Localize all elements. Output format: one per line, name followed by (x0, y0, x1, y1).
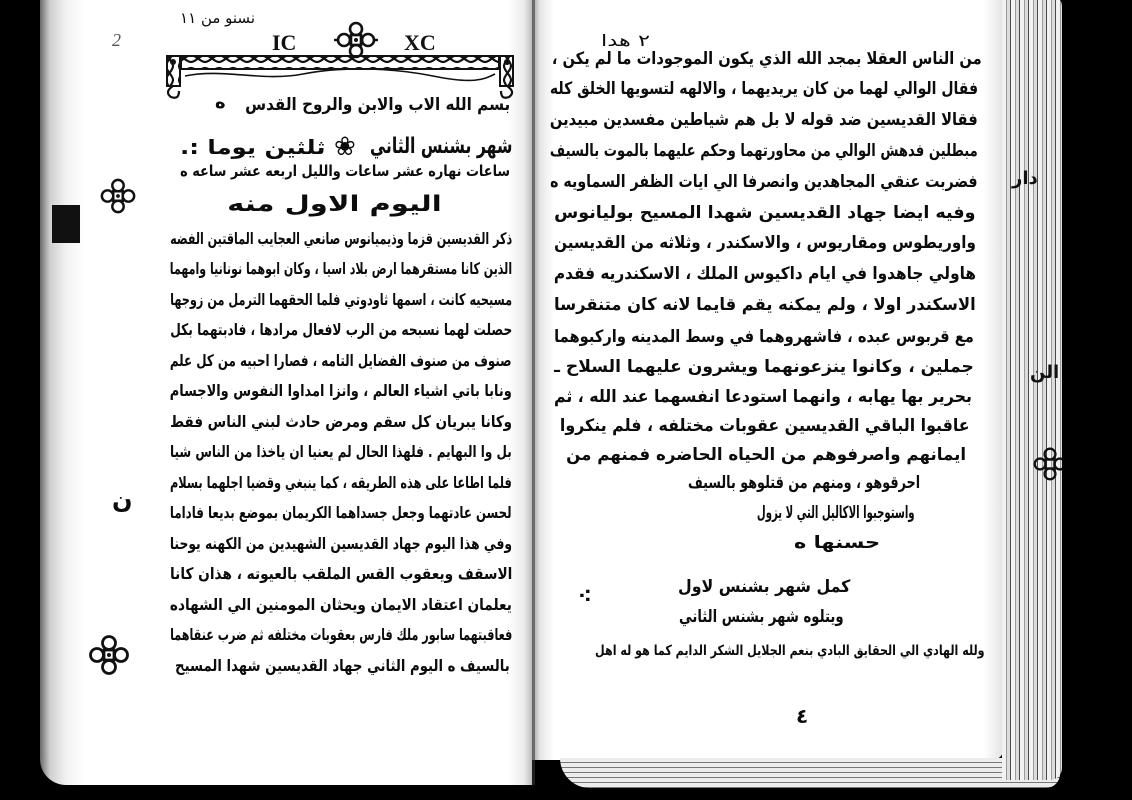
right-body-line: فضربت عنقي المجاهدين وانصرفا الي ايات الظفر السماويه ه (550, 172, 978, 192)
left-body-line: بالسيف ه اليوم الثاني جهاد القديسين شهدا المسيح (175, 656, 510, 675)
hours-line: ساعات نهاره عشر ساعات والليل اربعه عشر ساعه ه (180, 162, 510, 180)
invocation-mark: ه (215, 92, 226, 113)
month-days: ثلثين يوما :. (179, 135, 325, 159)
right-body-line: هاولي جاهدوا في ايام داكيوس الملك ، الاسكندريه فقدم (553, 264, 976, 284)
knot-cross-icon (1032, 446, 1062, 482)
right-body-line: فقال الوالي لهما من كان يريديهما ، والالهه لتسويها الخلق كله (549, 79, 978, 99)
catchword: ٤ (796, 704, 809, 728)
folio-number: ٢ هدا (601, 31, 650, 50)
right-body-line: بحرير بها يهابه ، وانهما استودعا انفسهما عند الله ، ثم (554, 387, 972, 407)
day-heading: اليوم الاول منه (227, 192, 442, 217)
left-body-line: وكانا يبريان كل سقم ومرض حادث لبني الناس فقط (170, 412, 512, 431)
margin-letter: ن (112, 486, 133, 514)
closing-line: واستوجبوا الاكاليل التي لا يزول (757, 503, 915, 523)
left-body-line: فعاقبتهما سابور ملك فارس بعقوبات مختلفه ثم ضرب عنقاهما (169, 625, 512, 644)
knot-cross-icon (99, 177, 137, 215)
month-divider-icon: ❀ (334, 132, 356, 162)
monogram-ic: IC (272, 30, 297, 55)
monogram-xc: XC (404, 30, 436, 55)
edge-fragment: الن (1030, 362, 1060, 383)
right-body-line: واوريطوس ومقاريوس ، والاسكندر ، وثلاثه من القديسين (554, 233, 976, 253)
left-body-line: فلما اطاعا على هذه الطريقه ، كما ينبغي وقضيا اجلهما بسلام (170, 473, 512, 492)
left-body-line: يعلمان اعتقاد الايمان ويحثان المومنين الي الشهاده (170, 595, 512, 614)
left-body-line: بل وا البهايم . فلهذا الحال لم يعنيا ان ياخذا من الناس شيا (170, 442, 512, 461)
month-title: شهر بشنس الثاني (369, 134, 512, 159)
left-body-line: وفي هذا اليوم جهاد القديسين الشهيدين من الكهنه يوحنا (169, 534, 512, 553)
left-body-line: صنوف من صنوف الفضايل التامه ، فصارا احبيه من كل علم (170, 351, 512, 370)
left-body-line: حصلت لهما نسبحه من الرب لافعال مرادها ، فادبتهما بكل (169, 320, 512, 339)
edge-fragment: دار (1012, 168, 1038, 189)
left-body-line: الذين كانا مستقرهما ارض بلاد اسيا ، وكان ابوهما نونانيا وامهما (169, 259, 512, 278)
left-body-line: ونابا باتي اشياء العالم ، وانزا امداوا النفوس والاجسام (169, 381, 512, 400)
left-body-line: مسيحيه كانت ، اسمها ثاودوتي فلما الحقهما الترمل من زوجها (170, 290, 512, 309)
colophon-line: ويتلوه شهر بشنس الثاني (679, 607, 844, 627)
colophon-line: كمل شهر بشنس لاول (677, 577, 850, 597)
gutter (532, 0, 535, 785)
right-body-line: فقالا القديسين ضد قوله لا بل هم شياطين مفسدين مبيدين (550, 110, 978, 130)
page-tab (52, 205, 80, 243)
left-body-line: ذكر القديسين قزما وذيميانوس صانعي العجايب الماقتين الفضه (169, 229, 512, 248)
closing-line: حسنها ه (793, 533, 880, 553)
page-edges-right (1002, 0, 1062, 780)
right-body-line: الاسكندر اولا ، ولم يمكنه يقم قايما لانه كان متنقرسا (554, 295, 976, 315)
invocation: بسم الله الاب والابن والروح القدس (244, 95, 510, 115)
right-body-line: مبطلين فدهش الوالي من محاورتهما وحكم عليهما بالموت بالسيف (550, 141, 978, 161)
right-body-line: جملين ، وكانوا ينزعونهما ويشرون عليهما السلاح ـ (554, 357, 974, 377)
closing-line: احرقوهو ، ومنهم من قتلوهو بالسيف (687, 473, 920, 493)
left-body-line: لحسن عادتهما وجعل جسداهما الكريمان بموضع بديعا فاداما (170, 503, 512, 522)
colophon-mark: ⁖ (578, 584, 592, 608)
page-edges-bottom (560, 758, 1060, 788)
top-note: نسنو من ١١ (180, 9, 255, 27)
doxology: ولله الهادي الي الحقايق البادي بنعم الجلايل الشكر الدايم كما هو له اهل (595, 643, 985, 659)
knot-cross-icon (87, 634, 131, 676)
right-body-line: من الناس العقلا بمجد الله الذي يكون الموجودات ما لم يكن ، (552, 49, 982, 69)
right-body-line: عاقبوا الباقي القديسين عقوبات مختلفه ، فلم ينكروا (560, 416, 970, 436)
right-body-line: مع قربوس عبده ، فاشهروهما في وسط المدينه واركبوهما (554, 327, 974, 347)
right-body-line: وفيه ايضا جهاد القديسين شهدا المسيح بوليانوس (554, 203, 976, 223)
corner-mark: 2 (112, 30, 121, 50)
right-body-line: ايمانهم واصرفوهم من الحياه الحاضره فمنهم من (566, 445, 966, 465)
left-body-line: الاسقف ويعقوب القس الملقب بالعيوته ، هذان كانا (169, 564, 512, 583)
